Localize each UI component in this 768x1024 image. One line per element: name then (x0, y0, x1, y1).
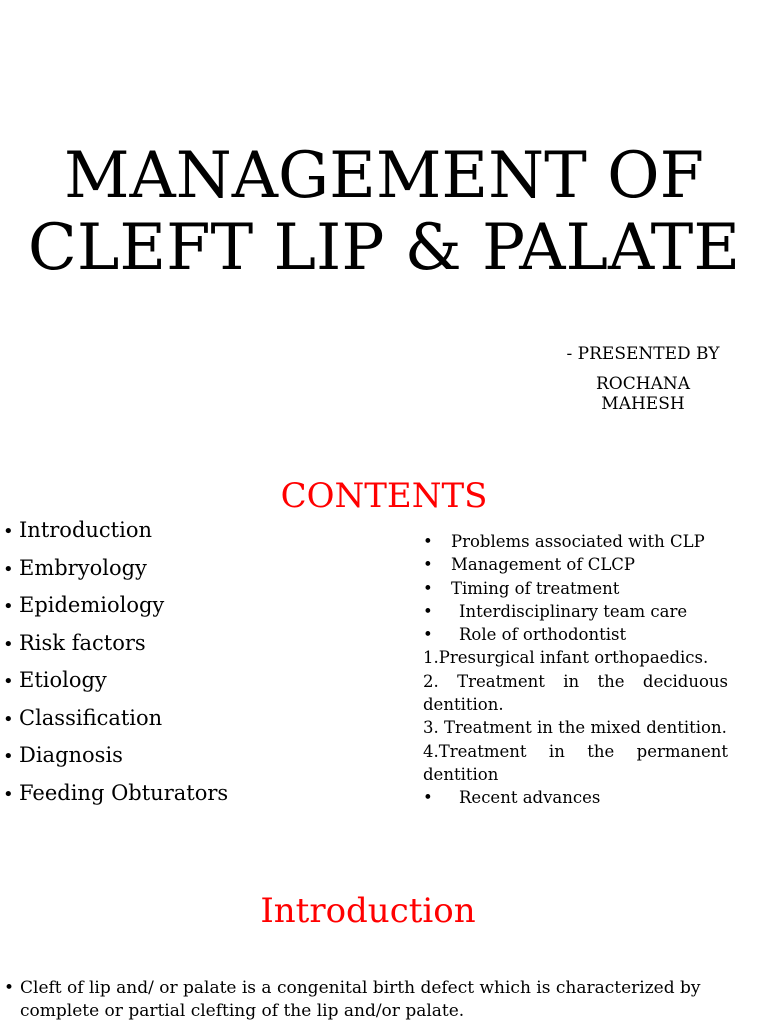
title-slide (0, 0, 768, 455)
list-item: • Etiology (3, 665, 228, 703)
list-item: • Epidemiology (3, 590, 228, 628)
presenter-name: ROCHANA MAHESH (596, 374, 690, 414)
list-item: • Risk factors (3, 628, 228, 666)
list-item: • Timing of treatment (423, 577, 728, 600)
numbered-item: 1.Presurgical infant orthopaedics. (423, 648, 709, 668)
bullet-icon: • (4, 978, 15, 998)
bullet-icon: • (3, 671, 14, 692)
list-item: • Embryology (3, 553, 228, 591)
list-item: • Management of CLCP (423, 553, 728, 576)
numbered-item: 4.Treatment in the permanent dentition (423, 741, 728, 784)
bullet-icon: • (423, 788, 433, 808)
bullet-icon: • (3, 708, 14, 730)
numbered-item: 3. Treatment in the mixed dentition. (423, 718, 727, 738)
bullet-icon: • (3, 746, 14, 767)
bullet-icon: • (3, 558, 14, 580)
presenter-block (548, 344, 738, 414)
bullet-icon: • (423, 601, 433, 621)
contents-right-list (423, 530, 728, 810)
bullet-icon: • (423, 625, 433, 645)
introduction-slide (0, 865, 768, 1024)
list-item: • Role of orthodontist (423, 623, 728, 646)
bullet-icon: • (423, 532, 433, 551)
list-item: • Problems associated with CLP (423, 530, 728, 553)
introduction-heading: Introduction (260, 891, 476, 931)
contents-slide (0, 455, 768, 865)
bullet-icon: • (3, 596, 14, 617)
bullet-icon: • (423, 578, 433, 598)
main-title (0, 140, 768, 284)
numbered-item: 2. Treatment in the deciduous dentition. (423, 671, 728, 715)
bullet-icon: • (3, 521, 14, 542)
list-item: • Feeding Obturators (3, 778, 228, 816)
bullet-icon: • (423, 555, 433, 575)
list-item: • Recent advances (423, 786, 728, 809)
contents-left-list (3, 515, 228, 815)
introduction-text: Cleft of lip and/ or palate is a congenital birth defect which is characterized by complete or partial clefting of the lip and/or palate. (20, 978, 701, 1021)
list-item: • Interdisciplinary team care (423, 600, 728, 623)
contents-heading: CONTENTS (280, 476, 488, 516)
title-line-1: MANAGEMENT OF (64, 139, 704, 213)
list-item: • Diagnosis (3, 740, 228, 778)
list-item: • Introduction (3, 515, 228, 553)
bullet-icon: • (3, 783, 14, 805)
bullet-icon: • (3, 633, 14, 655)
introduction-bullet (4, 977, 768, 1023)
list-item: • Classification (3, 703, 228, 741)
title-line-2: CLEFT LIP & PALATE (27, 211, 741, 285)
presented-by-label: - PRESENTED BY (566, 344, 720, 364)
